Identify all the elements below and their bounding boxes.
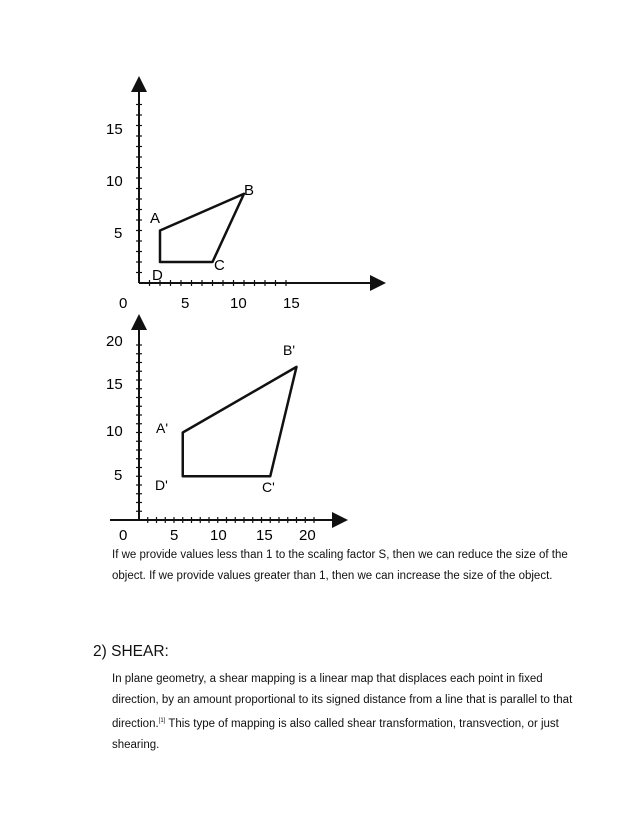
section-title: SHEAR: bbox=[111, 643, 169, 660]
scaled-x-tick-label: 10 bbox=[210, 527, 227, 544]
vertex-label-d-prime: D' bbox=[155, 477, 168, 493]
original-x-tick-label: 5 bbox=[181, 295, 190, 312]
shear-definition bbox=[112, 669, 582, 756]
scaled-y-tick-label: 15 bbox=[106, 376, 123, 393]
scaled-x-tick-label: 20 bbox=[299, 527, 316, 544]
original-y-tick-label: 15 bbox=[106, 121, 123, 138]
original-x-tick-label: 10 bbox=[230, 295, 247, 312]
scaled-x-tick-label: 0 bbox=[119, 527, 128, 544]
original-y-tick-label: 10 bbox=[106, 173, 123, 190]
shear-text-after: This type of mapping is also called shear transformation, transvection, or just shearing. bbox=[112, 717, 559, 751]
scaling-explanation: If we provide values less than 1 to the scaling factor S, then we can reduce the size of the object. If we provide values greater than 1, then we can increase the size of the object. bbox=[112, 549, 568, 582]
vertex-label-c: C bbox=[214, 257, 225, 274]
scaled-x-tick-label: 5 bbox=[170, 527, 179, 544]
scaled-y-tick-label: 5 bbox=[114, 467, 123, 484]
citation-link[interactable]: [1] bbox=[158, 718, 166, 724]
vertex-label-b-prime: B' bbox=[283, 342, 296, 358]
original-x-tick-label: 15 bbox=[283, 295, 300, 312]
original-y-tick-label: 5 bbox=[114, 225, 123, 242]
scaled-graph bbox=[106, 322, 340, 544]
original-x-tick-label: 0 bbox=[119, 295, 128, 312]
original-graph bbox=[106, 84, 378, 312]
vertex-label-b: B bbox=[244, 182, 255, 199]
scaled-y-tick-label: 10 bbox=[106, 423, 123, 440]
shear-text-before: In plane geometry, a shear mapping is a linear map that displaces each point in fixed direction, by an amount proportional to its signed distance from a line that is parallel to that direction. bbox=[112, 673, 573, 730]
section-heading bbox=[93, 643, 169, 661]
vertex-label-c-prime: C' bbox=[262, 479, 275, 495]
scaled-x-tick-label: 15 bbox=[256, 527, 273, 544]
section-number: 2) bbox=[93, 643, 107, 660]
vertex-label-d: D bbox=[152, 267, 163, 284]
original-quadrilateral bbox=[160, 194, 244, 262]
scaled-quadrilateral bbox=[183, 367, 297, 476]
vertex-label-a-prime: A' bbox=[156, 420, 169, 436]
vertex-label-a: A bbox=[150, 210, 161, 227]
scaled-y-tick-label: 20 bbox=[106, 333, 123, 350]
